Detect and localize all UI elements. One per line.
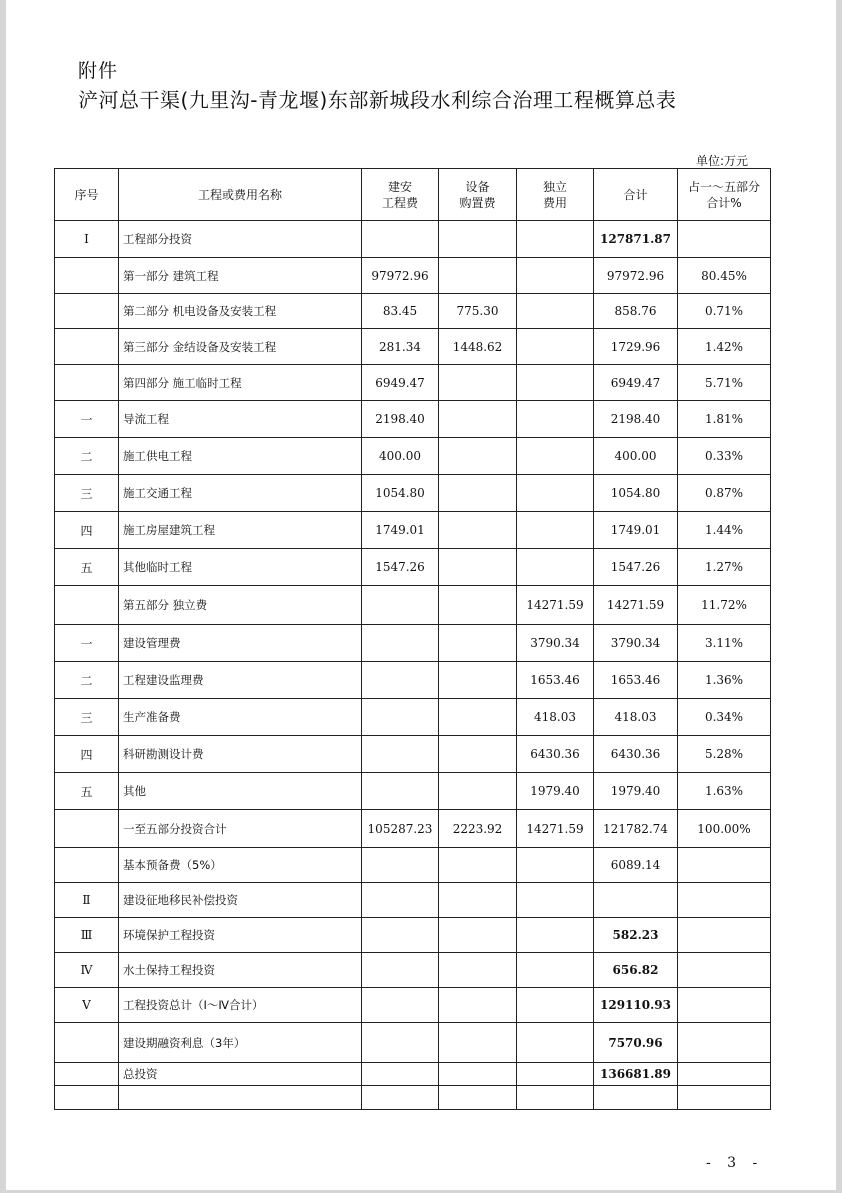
equipment-cost-cell [439,1023,517,1063]
table-row [55,258,771,294]
table-row [55,401,771,438]
total-cell: 14271.59 [594,586,678,625]
construction-cost-cell [362,221,439,258]
row-name: 工程投资总计（Ⅰ～Ⅳ合计） [119,988,362,1023]
row-index: Ⅱ [55,883,119,918]
table-row [55,365,771,401]
total-cell: 1979.40 [594,773,678,810]
percent-cell: 11.72% [678,586,771,625]
total-cell: 656.82 [594,953,678,988]
construction-cost-cell [362,586,439,625]
total-cell: 1054.80 [594,475,678,512]
equipment-cost-cell: 1448.62 [439,329,517,365]
total-cell: 400.00 [594,438,678,475]
row-name: 第三部分 金结设备及安装工程 [119,329,362,365]
percent-cell [678,988,771,1023]
independent-cost-cell [517,953,594,988]
percent-cell: 1.44% [678,512,771,549]
page-title: 浐河总干渠(九里沟-青龙堰)东部新城段水利综合治理工程概算总表 [78,88,677,112]
row-index: 二 [55,438,119,475]
row-name: 工程建设监理费 [119,662,362,699]
header-equipment-cost: 设备 购置费 [439,169,517,221]
equipment-cost-cell [439,475,517,512]
total-cell: 582.23 [594,918,678,953]
construction-cost-cell [362,773,439,810]
independent-cost-cell [517,848,594,883]
independent-cost-cell [517,512,594,549]
table-row [55,475,771,512]
equipment-cost-cell [439,918,517,953]
percent-cell [678,1023,771,1063]
row-name: 施工交通工程 [119,475,362,512]
row-index: Ⅰ [55,221,119,258]
percent-cell: 1.36% [678,662,771,699]
independent-cost-cell [517,918,594,953]
table-row [55,883,771,918]
table-row [55,736,771,773]
equipment-cost-cell [439,883,517,918]
independent-cost-cell [517,329,594,365]
construction-cost-cell [362,662,439,699]
independent-cost-cell: 3790.34 [517,625,594,662]
equipment-cost-cell [439,773,517,810]
row-index: 一 [55,401,119,438]
unit-label: 单位:万元 [696,154,749,168]
row-name: 第二部分 机电设备及安装工程 [119,294,362,329]
construction-cost-cell [362,1063,439,1086]
row-name: 工程部分投资 [119,221,362,258]
construction-cost-cell [362,736,439,773]
construction-cost-cell [362,699,439,736]
row-name: 导流工程 [119,401,362,438]
equipment-cost-cell [439,625,517,662]
row-index: 三 [55,475,119,512]
row-name: 第四部分 施工临时工程 [119,365,362,401]
table-row [55,1086,771,1110]
table-row [55,988,771,1023]
equipment-cost-cell [439,549,517,586]
row-index [55,1063,119,1086]
independent-cost-cell [517,294,594,329]
independent-cost-cell [517,549,594,586]
row-index: 二 [55,662,119,699]
row-index [55,1023,119,1063]
percent-cell [678,918,771,953]
construction-cost-cell: 1749.01 [362,512,439,549]
equipment-cost-cell [439,953,517,988]
table-row [55,699,771,736]
table-row [55,918,771,953]
equipment-cost-cell [439,1063,517,1086]
construction-cost-cell: 97972.96 [362,258,439,294]
percent-cell [678,1086,771,1110]
construction-cost-cell: 105287.23 [362,810,439,848]
percent-cell: 0.33% [678,438,771,475]
independent-cost-cell: 14271.59 [517,810,594,848]
attachment-label: 附件 [78,60,119,82]
total-cell: 418.03 [594,699,678,736]
total-cell [594,1086,678,1110]
equipment-cost-cell: 2223.92 [439,810,517,848]
independent-cost-cell [517,1023,594,1063]
total-cell: 1749.01 [594,512,678,549]
independent-cost-cell [517,883,594,918]
percent-cell [678,883,771,918]
table-row [55,1023,771,1063]
equipment-cost-cell [439,1086,517,1110]
row-name: 环境保护工程投资 [119,918,362,953]
percent-cell: 3.11% [678,625,771,662]
row-name: 施工房屋建筑工程 [119,512,362,549]
construction-cost-cell [362,1023,439,1063]
header-independent-cost: 独立 费用 [517,169,594,221]
row-index [55,365,119,401]
percent-cell: 5.28% [678,736,771,773]
equipment-cost-cell [439,586,517,625]
construction-cost-cell: 83.45 [362,294,439,329]
row-name: 其他临时工程 [119,549,362,586]
total-cell: 127871.87 [594,221,678,258]
row-name: 水土保持工程投资 [119,953,362,988]
row-index: 三 [55,699,119,736]
table-row [55,329,771,365]
total-cell: 136681.89 [594,1063,678,1086]
row-index: 五 [55,549,119,586]
construction-cost-cell [362,625,439,662]
row-name: 第五部分 独立费 [119,586,362,625]
row-index [55,294,119,329]
total-cell: 858.76 [594,294,678,329]
independent-cost-cell: 6430.36 [517,736,594,773]
row-name: 建设管理费 [119,625,362,662]
row-index: Ⅴ [55,988,119,1023]
page-number: - 3 - [706,1155,764,1171]
independent-cost-cell: 1979.40 [517,773,594,810]
equipment-cost-cell [439,365,517,401]
budget-table [54,168,771,1110]
independent-cost-cell [517,221,594,258]
row-index: 五 [55,773,119,810]
total-cell: 6089.14 [594,848,678,883]
row-index [55,1086,119,1110]
row-index: 一 [55,625,119,662]
row-index: Ⅳ [55,953,119,988]
percent-cell: 0.34% [678,699,771,736]
row-name [119,1086,362,1110]
row-name: 基本预备费（5%） [119,848,362,883]
document-page [6,0,836,1190]
row-name: 第一部分 建筑工程 [119,258,362,294]
row-name: 其他 [119,773,362,810]
construction-cost-cell [362,848,439,883]
percent-cell: 80.45% [678,258,771,294]
equipment-cost-cell [439,401,517,438]
percent-cell [678,221,771,258]
row-index [55,329,119,365]
total-cell: 129110.93 [594,988,678,1023]
table-row [55,953,771,988]
header-total: 合计 [594,169,678,221]
equipment-cost-cell [439,699,517,736]
construction-cost-cell: 400.00 [362,438,439,475]
construction-cost-cell [362,883,439,918]
construction-cost-cell [362,1086,439,1110]
table-row [55,512,771,549]
total-cell: 6430.36 [594,736,678,773]
row-name: 建设期融资利息（3年） [119,1023,362,1063]
percent-cell [678,1063,771,1086]
percent-cell: 1.63% [678,773,771,810]
table-row [55,438,771,475]
table-row [55,1063,771,1086]
table-row [55,848,771,883]
row-name: 生产准备费 [119,699,362,736]
row-name: 建设征地移民补偿投资 [119,883,362,918]
independent-cost-cell [517,258,594,294]
table-row [55,586,771,625]
percent-cell [678,848,771,883]
row-name: 科研勘测设计费 [119,736,362,773]
percent-cell: 1.42% [678,329,771,365]
total-cell: 3790.34 [594,625,678,662]
total-cell [594,883,678,918]
percent-cell: 1.27% [678,549,771,586]
independent-cost-cell: 14271.59 [517,586,594,625]
construction-cost-cell: 1054.80 [362,475,439,512]
row-index [55,586,119,625]
equipment-cost-cell [439,736,517,773]
total-cell: 1729.96 [594,329,678,365]
row-index: 四 [55,512,119,549]
table-row [55,625,771,662]
table-row [55,810,771,848]
independent-cost-cell [517,475,594,512]
row-name: 施工供电工程 [119,438,362,475]
equipment-cost-cell [439,438,517,475]
row-name: 总投资 [119,1063,362,1086]
percent-cell: 1.81% [678,401,771,438]
construction-cost-cell: 1547.26 [362,549,439,586]
independent-cost-cell [517,365,594,401]
independent-cost-cell [517,438,594,475]
independent-cost-cell [517,1086,594,1110]
total-cell: 2198.40 [594,401,678,438]
header-name: 工程或费用名称 [119,169,362,221]
table-row [55,773,771,810]
independent-cost-cell [517,1063,594,1086]
total-cell: 1653.46 [594,662,678,699]
table-row [55,549,771,586]
row-index [55,258,119,294]
construction-cost-cell [362,918,439,953]
table-row [55,221,771,258]
row-index [55,810,119,848]
header-construction-cost: 建安 工程费 [362,169,439,221]
header-percent: 占一～五部分 合计% [678,169,771,221]
construction-cost-cell: 281.34 [362,329,439,365]
construction-cost-cell: 2198.40 [362,401,439,438]
header-index: 序号 [55,169,119,221]
row-index [55,848,119,883]
equipment-cost-cell [439,988,517,1023]
row-index: 四 [55,736,119,773]
total-cell: 121782.74 [594,810,678,848]
percent-cell: 100.00% [678,810,771,848]
table-row [55,294,771,329]
percent-cell: 5.71% [678,365,771,401]
construction-cost-cell [362,988,439,1023]
equipment-cost-cell [439,258,517,294]
percent-cell [678,953,771,988]
percent-cell: 0.87% [678,475,771,512]
equipment-cost-cell [439,512,517,549]
equipment-cost-cell [439,221,517,258]
total-cell: 97972.96 [594,258,678,294]
independent-cost-cell: 418.03 [517,699,594,736]
independent-cost-cell [517,401,594,438]
table-row [55,662,771,699]
equipment-cost-cell [439,662,517,699]
total-cell: 1547.26 [594,549,678,586]
independent-cost-cell [517,988,594,1023]
construction-cost-cell: 6949.47 [362,365,439,401]
construction-cost-cell [362,953,439,988]
table-header-row [55,169,771,221]
equipment-cost-cell [439,848,517,883]
total-cell: 6949.47 [594,365,678,401]
equipment-cost-cell: 775.30 [439,294,517,329]
total-cell: 7570.96 [594,1023,678,1063]
independent-cost-cell: 1653.46 [517,662,594,699]
row-name: 一至五部分投资合计 [119,810,362,848]
row-index: Ⅲ [55,918,119,953]
table-body [55,221,771,1110]
percent-cell: 0.71% [678,294,771,329]
